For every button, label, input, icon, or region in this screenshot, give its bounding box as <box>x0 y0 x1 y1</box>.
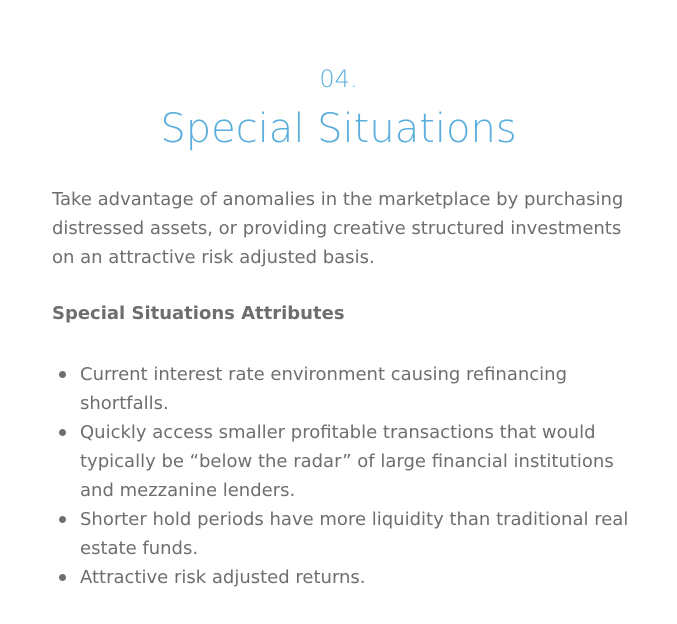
list-item <box>52 505 632 563</box>
list-item-text: Quickly access smaller profitable transactions that would typically be “below the radar” of large financial institutions and mezzanine lenders. <box>80 422 614 501</box>
bullet-icon <box>59 429 66 436</box>
bullet-icon <box>59 574 66 581</box>
list-item-text: Shorter hold periods have more liquidity than traditional real estate funds. <box>80 509 629 559</box>
section-intro: Take advantage of anomalies in the marketplace by purchasing distressed assets, or providing creative structured investments on an attractive risk adjusted basis. <box>52 189 624 268</box>
list-item-text: Current interest rate environment causing refinancing shortfalls. <box>80 364 568 414</box>
list-item <box>52 360 632 418</box>
list-item-text: Attractive risk adjusted returns. <box>80 567 366 588</box>
attributes-list <box>52 360 632 592</box>
attributes-heading: Special Situations Attributes <box>52 303 345 324</box>
bullet-icon <box>59 516 66 523</box>
section-title: Special Situations <box>160 106 517 152</box>
bullet-icon <box>59 371 66 378</box>
list-item <box>52 418 632 505</box>
list-item <box>52 563 632 592</box>
section-number: 04. <box>319 65 358 93</box>
